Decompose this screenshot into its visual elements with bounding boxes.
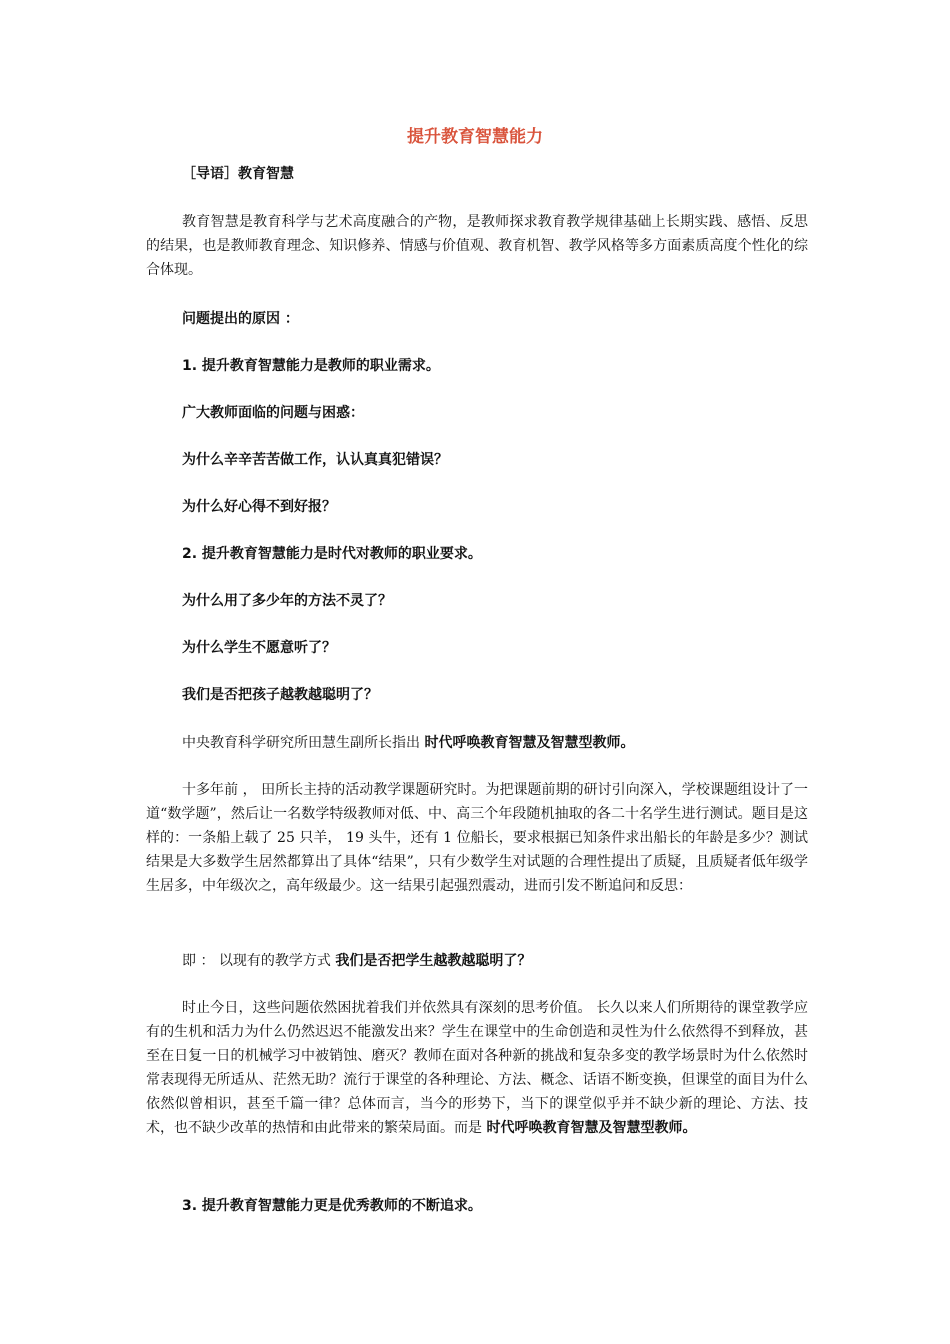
today-text: 时止今日，这些问题依然困扰着我们并依然具有深刻的思考价值。 长久以来人们所期待的课堂教学应有的生机和活力为什么仍然迟迟不能激发出来？学生在课堂中的生命创造和灵性为什么依然得不到释放，甚至在日复一日的机械学习中被销蚀、磨灭？教师在面对各种新的挑战和复杂多变的教学场景时为什么依然时常表现得无所适从、茫然无助？流行于课堂的各种理论、方法、概念、话语不断变换，但课堂的面目为什么依然似曾相识，甚至千篇一律？总体而言，当今的形势下，当下的课堂似乎并不缺少新的理论、方法、技术，也不缺少改革的热情和由此带来的繁荣局面。而是 <box>146 1000 808 1136</box>
ji-line <box>182 948 812 974</box>
ji-bold: 我们是否把学生越教越聪明了？ <box>335 953 532 969</box>
question-4: 为什么学生不愿意听了？ <box>182 640 336 656</box>
question-2: 为什么好心得不到好报？ <box>182 499 336 515</box>
today-bold: 时代呼唤教育智慧及智慧型教师。 <box>486 1120 697 1136</box>
document-title: 提升教育智慧能力 <box>407 127 543 147</box>
today-paragraph <box>146 996 808 1140</box>
quote-bold: 时代呼唤教育智慧及智慧型教师。 <box>424 735 635 751</box>
story-paragraph: 十多年前 ， 田所长主持的活动教学课题研究时。为把课题前期的研讨引向深入，学校课题组设计了一道“数学题”，然后让一名数学特级教师对低、中、高三个年段随机抽取的各二十名学生进行测试。题目是这样的：一条船上载了 25 只羊， 19 头牛，还有 1 位船长，要求根据已知条件求出船长的年龄是多少？测试结果是大多数学生居然都算出了具体“结果”，只有少数学生对试题的合理性提出了质疑，且质疑者低年级学生居多，中年级次之，高年级最少。这一结果引起强烈震动，进而引发不断追问和反思： <box>146 782 808 894</box>
reason-heading: 问题提出的原因 ： <box>182 311 299 327</box>
problems-heading: 广大教师面临的问题与困惑： <box>182 405 364 421</box>
question-5: 我们是否把孩子越教越聪明了？ <box>182 687 378 703</box>
intro-paragraph: 教育智慧是教育科学与艺术高度融合的产物，是教师探求教育教学规律基础上长期实践、感悟、反思的结果，也是教师教育理念、知识修养、情感与价值观、教育机智、教学风格等多方面素质高度个性化的综合体现。 <box>146 214 808 278</box>
question-1: 为什么辛辛苦苦做工作，认认真真犯错误？ <box>182 452 448 468</box>
point-2: 2. 提升教育智慧能力是时代对教师的职业要求。 <box>182 546 482 562</box>
ji-prefix: 即 ： 以现有的教学方式 <box>182 953 336 969</box>
intro-heading: ［导语］教育智慧 <box>182 166 294 182</box>
point-1: 1. 提升教育智慧能力是教师的职业需求。 <box>182 358 440 374</box>
question-3: 为什么用了多少年的方法不灵了？ <box>182 593 392 609</box>
point-3: 3. 提升教育智慧能力更是优秀教师的不断追求。 <box>182 1198 482 1214</box>
quote-line <box>182 730 812 756</box>
quote-prefix: 中央教育科学研究所田慧生副所长指出 <box>182 735 425 751</box>
